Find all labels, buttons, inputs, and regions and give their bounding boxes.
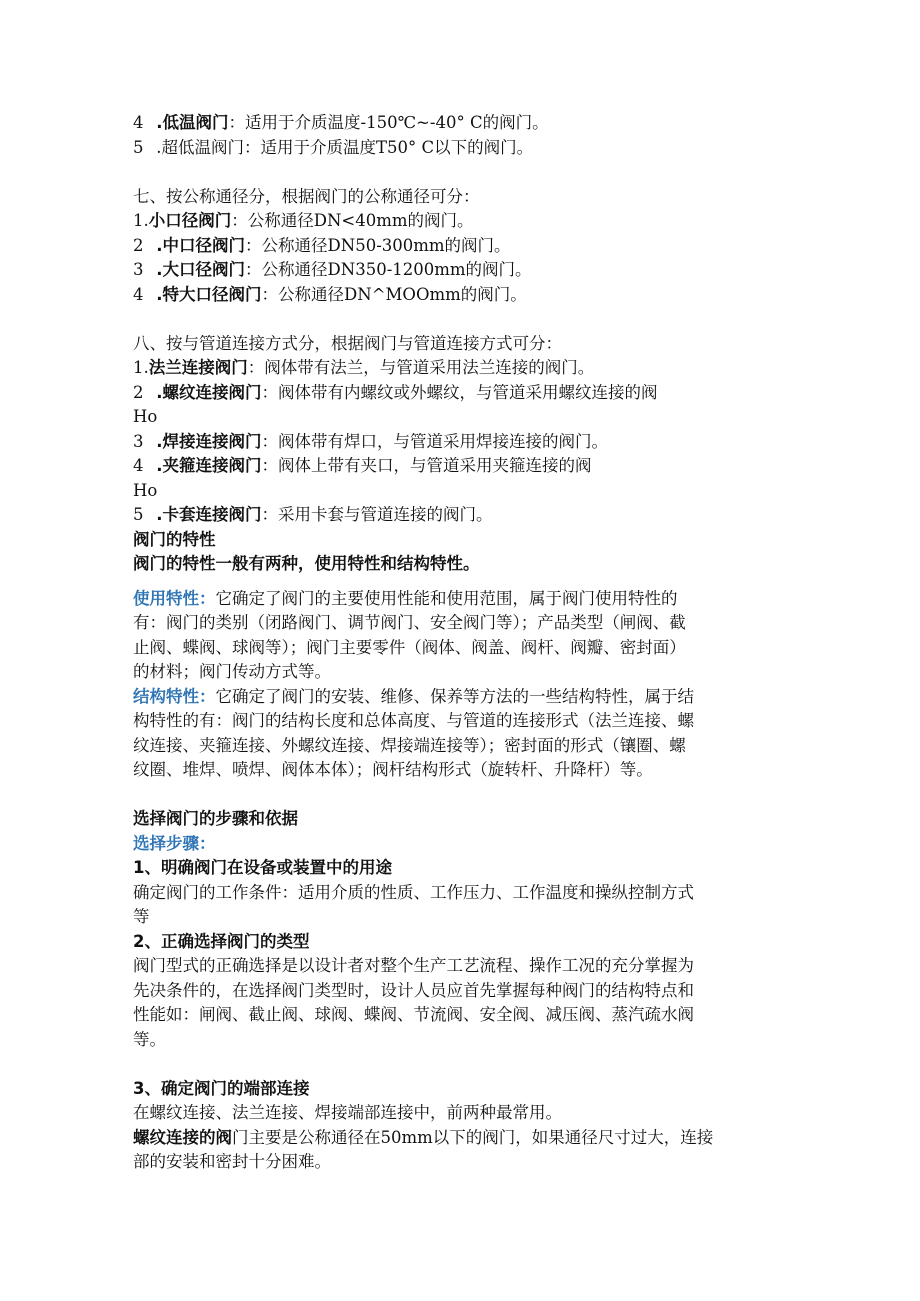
item-text: .超低温阀门：适用于介质温度T50° C以下的阀门。 [156,137,534,157]
struct-properties-line-1 [133,685,783,710]
list-item [133,381,783,406]
paragraph-line: 在螺纹连接、法兰连接、焊接端部连接中，前两种最常用。 [133,1103,562,1122]
item-text: ：阀体带有焊口，与管道采用焊接连接的阀门。 [261,431,609,451]
properties-title: 阀门的特性 [133,529,216,549]
list-item [133,503,783,528]
item-number: 5 [133,137,144,157]
item-number: 4 [133,284,144,304]
item-number: 5 [133,505,144,524]
step-3-title: 3、确定阀门的端部连接 [133,1078,310,1098]
struct-properties-label: 结构特性： [133,686,216,706]
paragraph-line: 有：阀门的类别（闭路阀门、调节阀门、安全阀门等）；产品类型（闸阀、截 [133,613,686,632]
properties-subtitle: 阀门的特性一般有两种，使用特性和结构特性。 [133,554,480,573]
item-text: ：公称通径DN50-300mm的阀门。 [245,235,511,255]
item-text: ：阀体上带有夹口，与管道采用夹箍连接的阀 [261,456,592,475]
item-label: .特大口径阀门 [156,284,262,304]
paragraph-text: 它确定了阀门的主要使用性能和使用范围，属于阀门使用特性的 [215,588,678,608]
list-item [133,356,783,381]
selection-steps-label: 选择步骤： [133,833,216,853]
step-1-title: 1、明确阀门在设备或装置中的用途 [133,858,392,877]
item-text: ：阀体带有法兰，与管道采用法兰连接的阀门。 [247,358,595,377]
selection-title: 选择阀门的步骤和依据 [133,809,298,828]
item-text: ：公称通径DN350-1200mm的阀门。 [245,260,532,279]
item-number: 3 [133,260,144,279]
item-text: ：公称通径DN^MOOmm的阀门。 [261,284,527,304]
item-label: .螺纹连接阀门 [156,382,262,402]
item-text: ：采用卡套与管道连接的阀门。 [261,505,493,524]
item-number: 4 [133,456,144,475]
section-8-heading: 八、按与管道连接方式分，根据阀门与管道连接方式可分： [133,333,562,353]
item-number: 1. [133,358,149,377]
list-item [133,209,783,234]
paragraph-line: 部的安装和密封十分困难。 [133,1152,331,1171]
paragraph-line: 阀门型式的正确选择是以设计者对整个生产工艺流程、操作工况的充分掌握为 [133,956,694,975]
paragraph-line: 性能如：闸阀、截止阀、球阀、蝶阀、节流阀、安全阀、减压阀、蒸汽疏水阀 [133,1005,694,1024]
section-7-heading: 七、按公称通径分，根据阀门的公称通径可分： [133,186,480,206]
list-item [133,430,783,455]
paragraph-line: 等 [133,907,150,926]
item-label: 小口径阀门 [148,211,232,230]
paragraph-text: 门主要是公称通径在50mm以下的阀门，如果通径尺寸过大，连接 [232,1127,714,1147]
paragraph-line: 构特性的有：阀门的结构长度和总体高度、与管道的连接形式（法兰连接、螺 [133,711,694,730]
item-label: 法兰连接阀门 [148,358,248,377]
paragraph-line: 纹圈、堆焊、喷焊、阀体本体）；阀杆结构形式（旋转杆、升降杆）等。 [133,760,653,779]
item-number: 2 [133,235,144,255]
use-properties-label: 使用特性： [133,588,216,608]
paragraph-line: 等。 [133,1029,166,1049]
paragraph-line: 纹连接、夹箍连接、外螺纹连接、焊接端连接等）；密封面的形式（镶圈、螺 [133,735,686,755]
list-item [133,258,783,283]
use-properties-line-1 [133,587,783,612]
list-item [133,454,783,479]
item-number: 1. [133,211,149,230]
low-temp-valve-line [133,111,783,136]
paragraph-line: 先决条件的，在选择阀门类型时，设计人员应首先掌握每种阀门的结构特点和 [133,980,694,1000]
paragraph-text: 它确定了阀门的安装、维修、保养等方法的一些结构特性，属于结 [215,686,694,706]
list-item-continuation: Ho [133,480,158,500]
item-number: 2 [133,382,144,402]
item-label: .中口径阀门 [156,235,246,255]
item-label: .焊接连接阀门 [156,431,262,451]
item-text: ：阀体带有内螺纹或外螺纹，与管道采用螺纹连接的阀 [261,382,658,402]
paragraph-line: 确定阀门的工作条件：适用介质的性质、工作压力、工作温度和操纵控制方式 [133,882,694,902]
bold-phrase: 螺纹连接的阀 [133,1127,232,1147]
step-2-title: 2、正确选择阀门的类型 [133,931,310,951]
list-item-continuation: Ho [133,407,158,426]
ultra-low-temp-valve-line [133,136,783,161]
item-label: .卡套连接阀门 [156,505,262,524]
paragraph-line: 止阀、蝶阀、球阀等）；阀门主要零件（阀体、阀盖、阀杆、阀瓣、密封面） [133,637,686,657]
document-page [133,111,783,1175]
list-item [133,283,783,308]
list-item [133,234,783,259]
paragraph-line [133,1126,783,1151]
paragraph-line: 的材料；阀门传动方式等。 [133,662,331,681]
item-label: .大口径阀门 [156,260,246,279]
item-label: .低温阀门 [156,113,229,132]
item-text: ：适用于介质温度-150℃~-40° C的阀门。 [228,113,549,132]
item-text: ：公称通径DN<40mm的阀门。 [231,211,474,230]
item-number: 4 [133,113,144,132]
item-number: 3 [133,431,144,451]
item-label: .夹箍连接阀门 [156,456,262,475]
